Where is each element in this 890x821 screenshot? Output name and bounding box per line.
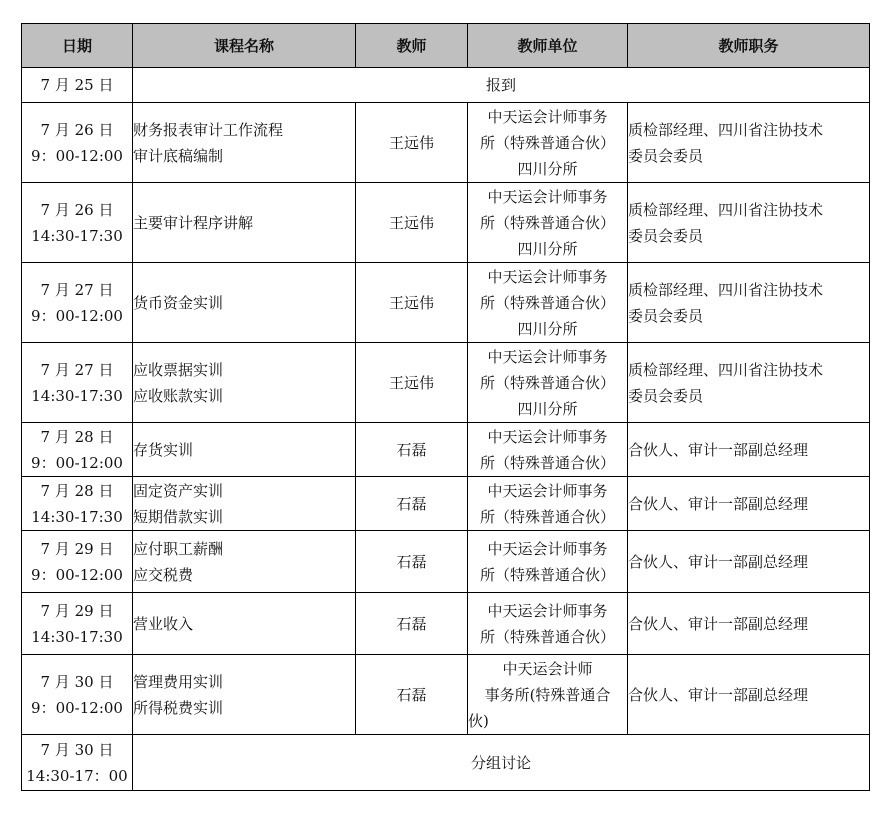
position-line: 委员会委员 [628,386,704,405]
schedule-table [21,23,870,791]
course-cell [133,593,356,655]
teacher-cell: 王远伟 [356,103,468,183]
position-line: 合伙人、审计一部副总经理 [628,552,809,571]
unit-line: 所（特殊普通合伙） [479,293,615,312]
unit-line: 四川分所 [517,319,578,338]
unit-line: 四川分所 [517,159,578,178]
teacher-cell: 王远伟 [356,183,468,263]
position-line: 合伙人、审计一部副总经理 [628,614,809,633]
date-cell [22,183,133,263]
position-cell [628,655,870,735]
unit-cell [468,655,628,735]
unit-cell [468,531,628,593]
unit-line: 所（特殊普通合伙） [479,373,615,392]
position-line: 合伙人、审计一部副总经理 [628,440,809,459]
unit-line: 中天运会计师事务 [487,601,608,620]
course-line: 应付职工薪酬 [133,539,224,558]
header-position: 教师职务 [628,24,870,68]
time-line: 14:30-17:30 [31,226,123,245]
position-cell [628,343,870,423]
unit-line: 中天运会计师事务 [487,481,608,500]
header-unit: 教师单位 [468,24,628,68]
time-line: 9：00-12:00 [31,306,123,325]
date-cell [22,531,133,593]
course-line: 营业收入 [133,614,194,633]
date-cell [22,593,133,655]
date-cell [22,735,133,791]
teacher-cell: 王远伟 [356,343,468,423]
unit-line: 所（特殊普通合伙） [479,453,615,472]
date-line: 7 月 27 日 [40,280,114,299]
table-row [22,263,870,343]
header-teacher: 教师 [356,24,468,68]
span-cell: 报到 [133,68,870,103]
table-row [22,477,870,531]
table-row [22,735,870,791]
course-cell [133,183,356,263]
time-line: 9：00-12:00 [31,146,123,165]
unit-line: 中天运会计师事务 [487,187,608,206]
course-line: 审计底稿编制 [133,146,224,165]
position-line: 质检部经理、四川省注协技术 [628,280,824,299]
unit-line: 中天运会计师事务 [487,267,608,286]
unit-cell [468,423,628,477]
unit-line: 所（特殊普通合伙） [479,627,615,646]
date-cell [22,423,133,477]
time-line: 14:30-17:30 [31,627,123,646]
table-row [22,593,870,655]
unit-cell [468,103,628,183]
time-line: 9：00-12:00 [31,453,123,472]
date-cell [22,68,133,103]
time-line: 14:30-17:30 [31,507,123,526]
date-line: 7 月 29 日 [40,539,114,558]
position-line: 质检部经理、四川省注协技术 [628,200,824,219]
time-line: 14:30-17：00 [26,766,128,785]
date-cell [22,477,133,531]
unit-cell [468,183,628,263]
course-line: 货币资金实训 [133,293,224,312]
unit-line: 中天运会计师事务 [487,539,608,558]
course-cell [133,423,356,477]
date-line: 7 月 27 日 [40,360,114,379]
unit-line: 中天运会计师事务 [487,107,608,126]
date-cell [22,263,133,343]
course-line: 应收票据实训 [133,360,224,379]
unit-line: 所（特殊普通合伙） [479,565,615,584]
position-cell [628,263,870,343]
header-row [22,24,870,68]
position-line: 委员会委员 [628,146,704,165]
position-cell [628,477,870,531]
unit-line: 事务所(特殊普通合 [484,685,611,704]
course-cell [133,477,356,531]
position-line: 质检部经理、四川省注协技术 [628,120,824,139]
course-cell [133,263,356,343]
date-line: 7 月 28 日 [40,427,114,446]
position-line: 合伙人、审计一部副总经理 [628,685,809,704]
position-line: 质检部经理、四川省注协技术 [628,360,824,379]
header-course: 课程名称 [133,24,356,68]
teacher-cell: 石磊 [356,593,468,655]
date-line: 7 月 28 日 [40,481,114,500]
course-cell [133,531,356,593]
position-cell [628,183,870,263]
position-line: 委员会委员 [628,226,704,245]
date-line: 7 月 26 日 [40,200,114,219]
course-line: 固定资产实训 [133,481,224,500]
position-cell [628,531,870,593]
time-line: 9：00-12:00 [31,565,123,584]
date-line: 7 月 26 日 [40,120,114,139]
teacher-cell: 石磊 [356,655,468,735]
position-line: 委员会委员 [628,306,704,325]
table-row [22,655,870,735]
table-row [22,103,870,183]
unit-line: 所（特殊普通合伙） [479,133,615,152]
table-row [22,343,870,423]
course-line: 主要审计程序讲解 [133,213,254,232]
date-cell [22,343,133,423]
unit-cell [468,343,628,423]
date-line: 7 月 25 日 [40,76,114,94]
teacher-cell: 王远伟 [356,263,468,343]
unit-line: 伙) [468,711,489,730]
course-line: 应交税费 [133,565,194,584]
position-cell [628,593,870,655]
unit-line: 中天运会计师事务 [487,347,608,366]
time-line: 9：00-12:00 [31,698,123,717]
date-line: 7 月 30 日 [40,672,114,691]
unit-cell [468,263,628,343]
unit-line: 中天运会计师事务 [487,427,608,446]
header-date: 日期 [22,24,133,68]
teacher-cell: 石磊 [356,477,468,531]
course-line: 存货实训 [133,440,194,459]
course-line: 短期借款实训 [133,507,224,526]
position-cell [628,103,870,183]
table-row [22,531,870,593]
span-cell: 分组讨论 [133,735,870,791]
table-row [22,183,870,263]
unit-line: 中天运会计师 [502,659,593,678]
unit-cell [468,477,628,531]
unit-line: 所（特殊普通合伙） [479,507,615,526]
teacher-cell: 石磊 [356,423,468,477]
unit-line: 所（特殊普通合伙） [479,213,615,232]
date-cell [22,655,133,735]
course-line: 财务报表审计工作流程 [133,120,284,139]
date-line: 7 月 29 日 [40,601,114,620]
course-line: 所得税费实训 [133,698,224,717]
course-cell [133,655,356,735]
unit-cell [468,593,628,655]
position-cell [628,423,870,477]
unit-line: 四川分所 [517,399,578,418]
table-row [22,68,870,103]
unit-line: 四川分所 [517,239,578,258]
course-line: 应收账款实训 [133,386,224,405]
position-line: 合伙人、审计一部副总经理 [628,494,809,513]
table-row [22,423,870,477]
course-cell [133,103,356,183]
date-line: 7 月 30 日 [40,740,114,759]
date-cell [22,103,133,183]
time-line: 14:30-17:30 [31,386,123,405]
course-cell [133,343,356,423]
course-line: 管理费用实训 [133,672,224,691]
teacher-cell: 石磊 [356,531,468,593]
